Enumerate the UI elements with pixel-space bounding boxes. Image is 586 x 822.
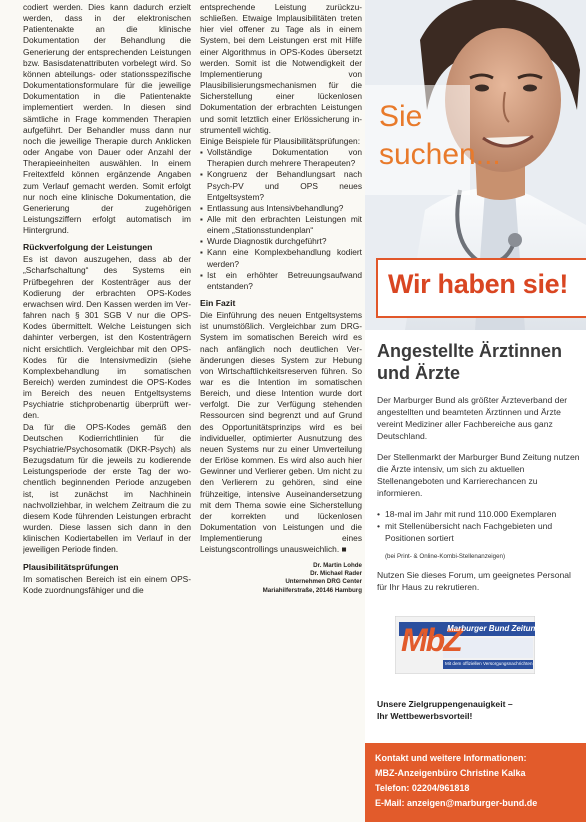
paragraph: Die Einführung des neuen Entgeltsystems ist unumstößlich. Vergleichbar zum DRG-System im somatischen Bereich wird es nach anfänglich noch deutlichen Veränderungen dieses System zur Hebung von Wirtschaftlichkeitsreserven führen. So war es die Intention im somatischen Bereich, und diese Intention wurde dort verfolgt. Die zur Verfügung stehenden Ressourcen sind begrenzt und auf Grund des Opportunitätsprinzips wird es bei individueller, optimierter Ausnutzung des neuen Systems nur zu einer Umverteilung der Erlöse kommen. Es wird also auch hier Gewinner und Verlierer geben. Um nicht zu den Verlierern zu gehören, sind eine frühzeitige, intensive Auseinandersetzung mit dem Thema sowie eine Sicherstellung der korrekten und lückenlosen Dokumentation von Leistungen und die Implementierung eines Leistungscontrollings unausweichlich. ■ [200, 310, 362, 555]
ad-heading-line-1: Sie [379, 100, 423, 133]
ad-tagline [377, 698, 577, 722]
bullet-item: ▪ Kongruenz der Behandlungsart nach Psych-PV und OPS neues Entgeltsystem? [200, 169, 362, 202]
ad-tagline-line-1: Unsere Zielgruppengenauigkeit – [377, 699, 513, 709]
author-name-1: Dr. Martin Lohde [313, 561, 362, 569]
ad-contact-box [365, 743, 586, 822]
bullet-item: ▪ Kann eine Komplexbehandlung kodiert werden? [200, 247, 362, 269]
ad-bullet-item: • 18-mal im Jahr mit rund 110.000 Exemplaren [377, 508, 581, 520]
ad-heading-line-2: suchen... [379, 138, 501, 171]
bullet-item: ▪ Ist ein erhöhter Betreuungsaufwand entstanden? [200, 270, 362, 292]
section-heading: Plausibilitätsprüfungen [23, 561, 119, 572]
author-address: Mariahilferstraße, 20146 Hamburg [262, 586, 362, 594]
wir-haben-sie-text: Wir haben sie! [388, 269, 569, 299]
author-name-2: Dr. Michael Rader [310, 569, 362, 577]
author-signature [200, 562, 362, 596]
section-heading: Rückverfolgung der Leistungen [23, 242, 153, 253]
paragraph: entsprechende Leistung zurückzuschließen. Etwaige Implausibilitäten treten hier viel offener zu Tage als in einem System, bei dem Leistungen erst mit Hilfe einer Algorithmus in OPS-Kodes übersetzt werden. Somit ist die Notwendigkeit der Implementierung von Plausibilisierungsmechanismen für die Sicherstellung einer lückenlosen Dokumentation der erbrachten Leistungen und somit letztlich einer Erlössicherung instrumentell wichtig. [200, 2, 362, 135]
ad-bullet-item: • mit Stellenübersicht nach Fachgebieten und Positionen sortiert [377, 520, 581, 544]
ad-bullet-note: (bei Print- & Online-Kombi-Stellenanzeigen) [385, 553, 506, 560]
wir-haben-sie-banner [376, 258, 586, 318]
job-advertisement [365, 0, 586, 822]
mbz-logo-subline: Mit dem offiziellen Versorgungsnachrichten [445, 661, 533, 666]
bullet-item: ▪ Wurde Diagnostik durchgeführt? [200, 236, 362, 247]
contact-office: MBZ-Anzeigenbüro Christine Kalka [375, 768, 526, 778]
contact-heading: Kontakt und weitere Informationen: [375, 753, 527, 763]
ad-headline: Angestellte Ärztinnen und Ärzte [377, 341, 563, 383]
paragraph: Im somatischen Bereich ist ein einem OPS-Kode zuordnungsfähiger und die [23, 573, 191, 595]
ad-paragraph-2: Der Stellenmarkt der Marburger Bund Zeitung nutzen die Ärzte intensiv, um sich zu aktuellen Stellenangeboten und Karrierechancen zu informieren. [377, 452, 580, 498]
contact-email[interactable]: E-Mail: anzeigen@marburger-bund.de [375, 798, 538, 808]
article-column-1 [23, 2, 191, 820]
mbz-logo [395, 616, 541, 674]
mbz-logo-name: Marburger Bund Zeitung [447, 624, 541, 633]
paragraph: Da für die OPS-Kodes gemäß den Deutschen Kodierrichtlinien für die Psychiatrie/Psychosomatik (DKR-Psych) als Bezugsdatum für die jeweils zu kodierende Leistungsperiode der erste Tag der wochentlich beginnenden Periode anzugeben ist, ist zunächst im Nachhinein nachvollziehbar, in welchem Zeitraum die zu diesem Kode führenden Leistungen erbracht wurden. Diese lassen sich dann in den klinischen Kodiertabellen im Verlauf in der jeweiligen Periode finden. [23, 421, 191, 555]
section-heading: Ein Fazit [200, 298, 236, 309]
ad-tagline-line-2: Ihr Wettbewerbsvorteil! [377, 711, 473, 721]
paragraph: Einige Beispiele für Plausibilitätsprüfungen: [200, 135, 361, 146]
bullet-item: ▪ Alle mit den erbrachten Leistungen mit einem „Stationsstundenplan“ [200, 214, 362, 236]
bullet-list [200, 147, 362, 292]
mbz-logo-letters: MbZ [401, 622, 461, 658]
paragraph: Es ist davon auszugehen, dass ab der „Scharfschaltung“ des Systems ein Prüfbegehren der Kostenträger aus der Kodierung der erbrachten OPS-Kodes erwachsen wird. Den Kassen werden im Verfahren nach § 301 SGB V nur die OPS-Kodes übermittelt. Welche Leistungen sich dahinter verbergen, ist den Kostenträgern nicht ersichtlich. Vergleichbar mit den OPS-Kodes für die Intensivmedizin (siehe Komplexbehandlung im somatischen Bereich) werden zumindest die OPS-Kodes im Bereich des neuen Entgeltsystems Psychiatrie stichprobenartig überprüft werden. [23, 254, 191, 421]
doctor-photo [365, 0, 586, 330]
ad-body-text [377, 340, 581, 602]
ad-paragraph-1: Der Marburger Bund als größter Ärzteverband der angestellten und beamteten Ärztinnen und Ärzte vereint Mediziner aller Fachbereiche aus ganz Deutschland. [377, 395, 568, 441]
article-column-2 [200, 2, 362, 820]
ad-paragraph-3: Nutzen Sie dieses Forum, um geeignetes Personal für Ihr Haus zu rekrutieren. [377, 570, 571, 592]
ad-heading-sie-suchen [379, 98, 501, 174]
ad-bullet-list [377, 508, 581, 544]
contact-phone: Telefon: 02204/961818 [375, 783, 470, 793]
author-company: Unternehmen DRG Center [285, 578, 362, 586]
paragraph: codiert werden. Dies kann dadurch erzielt werden, dass in der elektronischen Patientenakte an die klinische Dokumentation der Behandlung die Generierung der entsprechenden Leistungen bzw. Basisdatenattributen vorbelegt wird. So können abteilungs- oder stationsspezifische Dokumentationsformulare für die jeweilige Dokumentation in die Patientenakte implementiert werden. In diesen sind sämtliche in Frage kommenden Therapien aufgeführt. Der Behandler muss dann nur noch die jeweilige Therapie durch Anklicken oder Angabe von Dauer oder Anzahl der Therapieeinheiten auswählen. In einem Freitextfeld können ergänzende Angaben zum Verlauf gemacht werden. Somit erfolgt nur noch eine klinische Dokumentation, die Generierung der zugehörigen Leistungsziffern erfolgt automatisch im Hintergrund. [23, 2, 191, 236]
bullet-item: ▪ Vollständige Dokumentation von Therapien durch mehrere Therapeuten? [200, 147, 362, 169]
bullet-item: ▪ Entlassung aus Intensivbehandlung? [200, 203, 362, 214]
